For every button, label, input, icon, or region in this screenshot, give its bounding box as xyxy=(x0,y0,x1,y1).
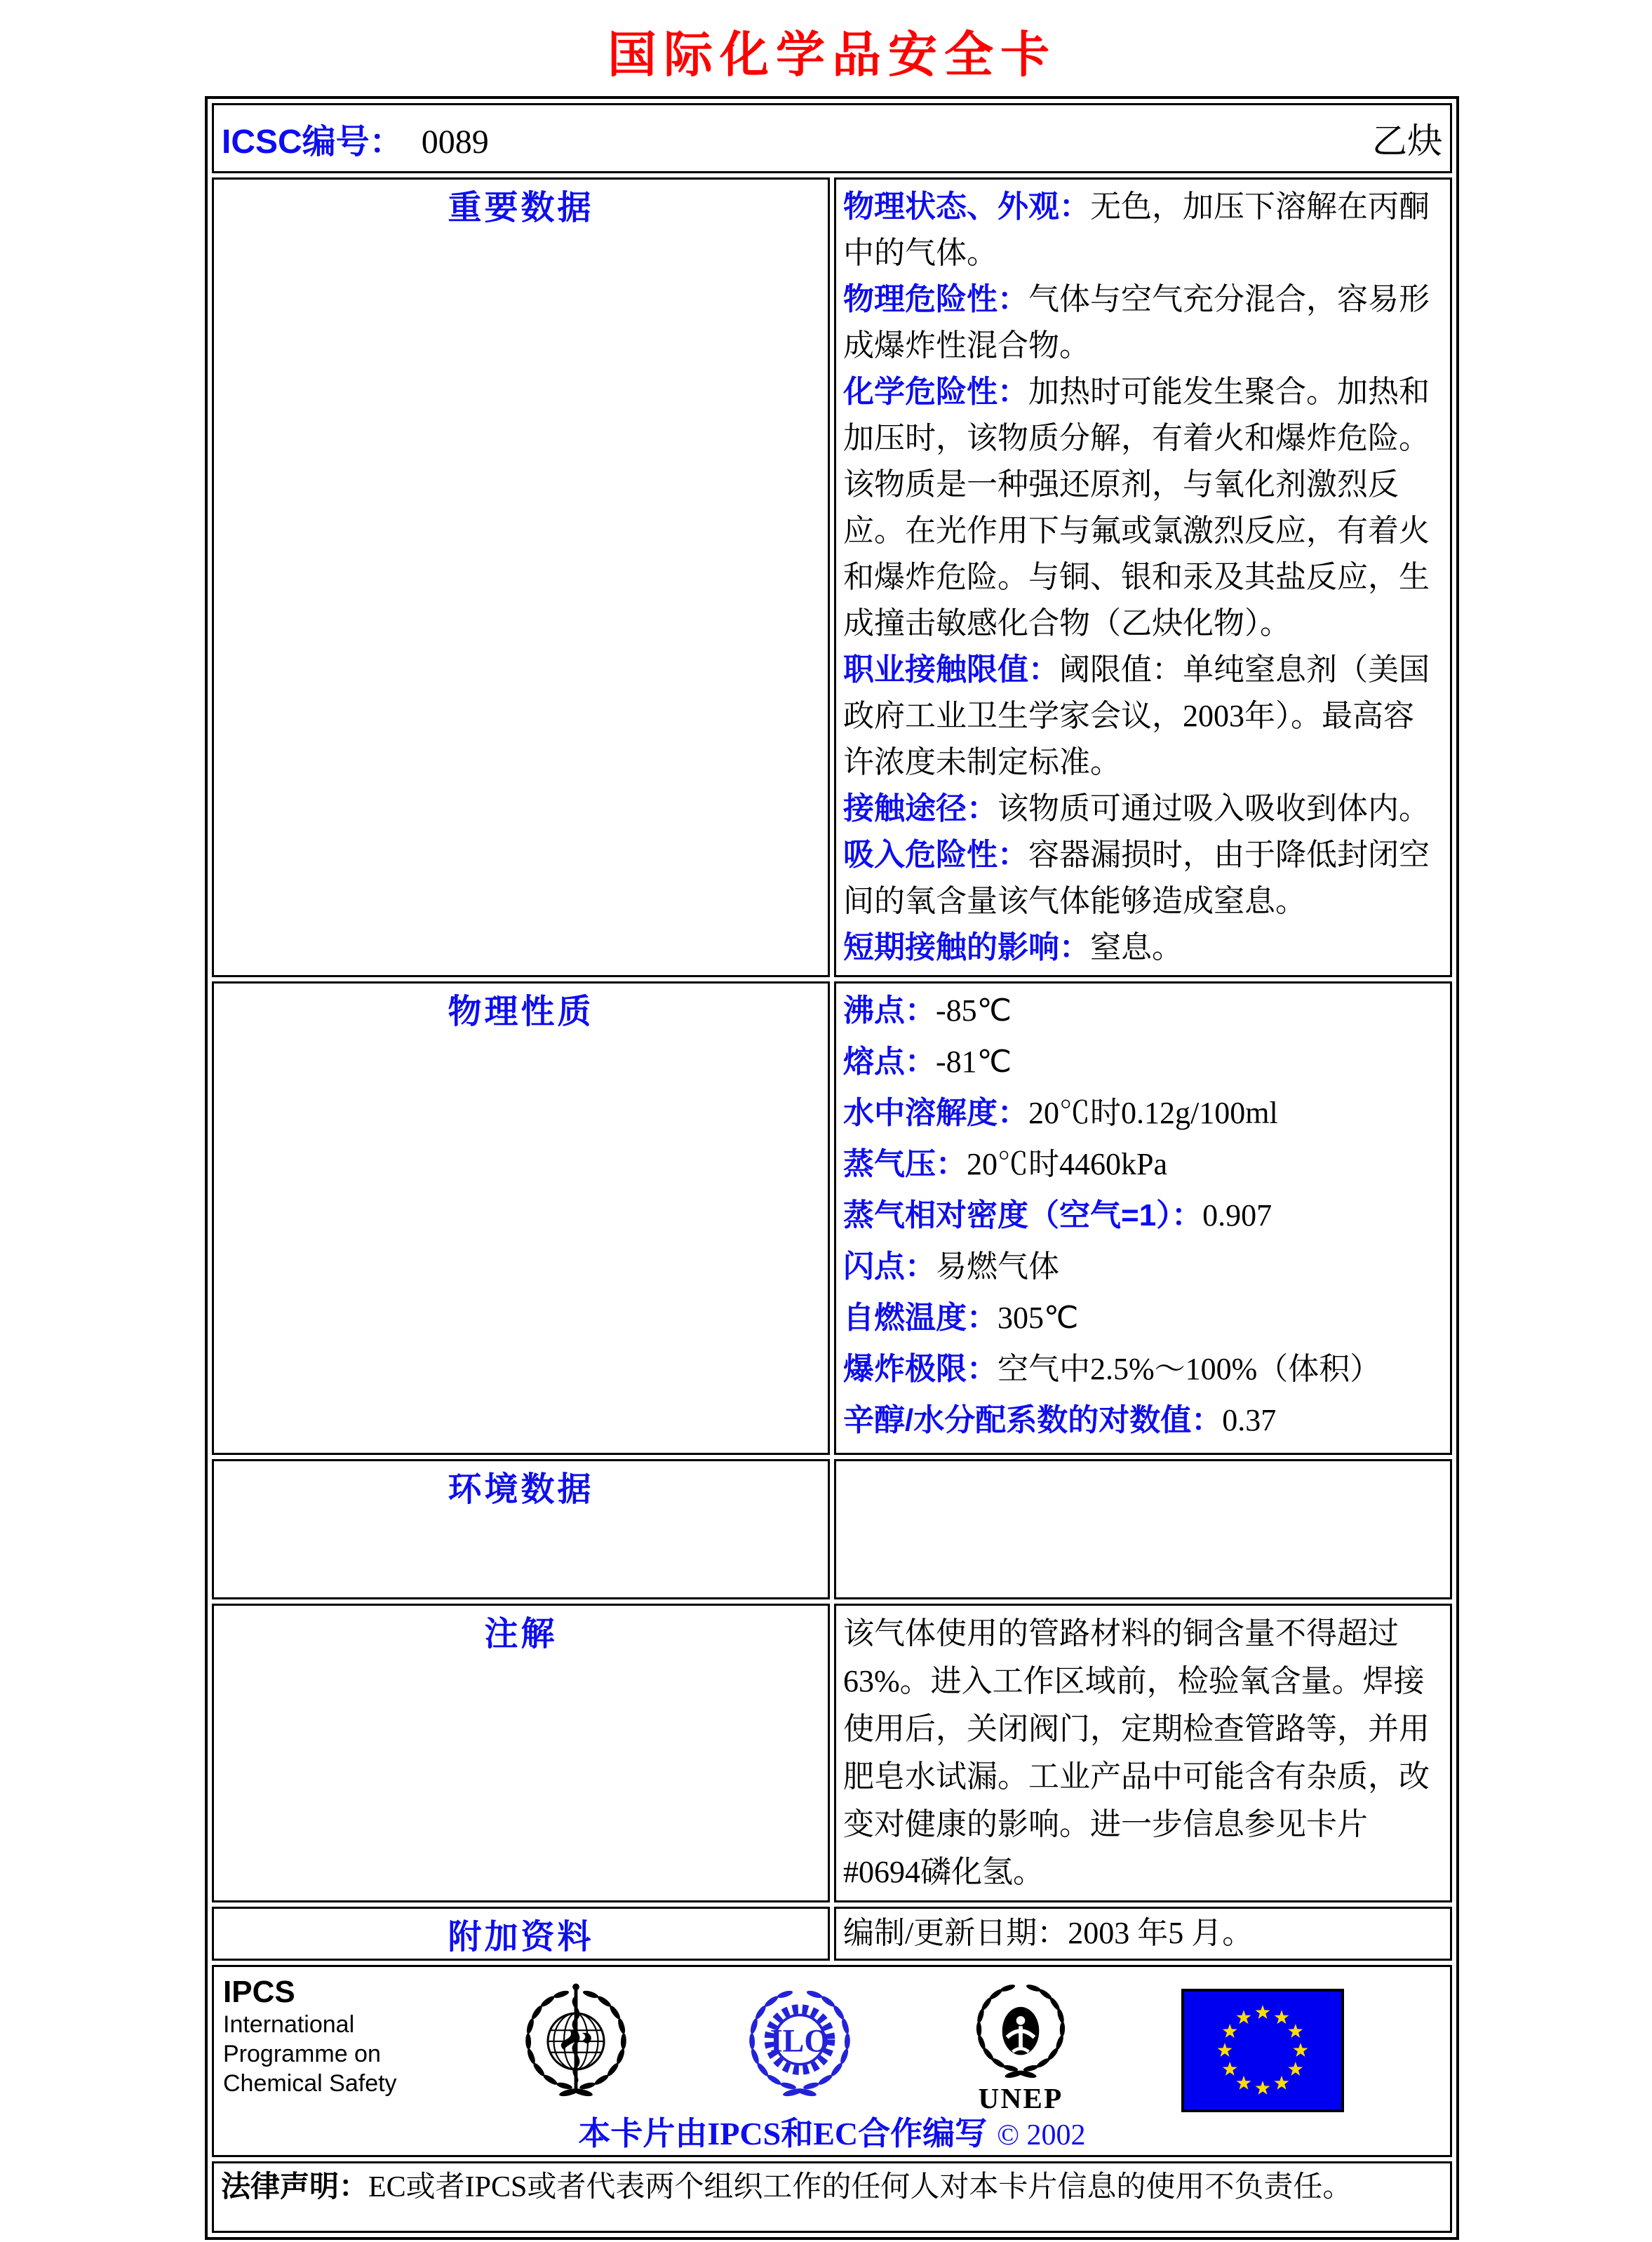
data-entry xyxy=(843,1090,1440,1136)
notes-text: 该气体使用的管路材料的铜含量不得超过63%。进入工作区域前，检验氧含量。焊接使用后，关闭阀门，定期检查管路等，并用肥皂水试漏。工业产品中可能含有杂质，改变对健康的影响。进一步信息参见卡片#0694磷化氢。 xyxy=(843,1616,1430,1889)
entry-text: 易燃气体 xyxy=(936,1249,1059,1284)
ipcs-title: IPCS xyxy=(223,1975,295,2009)
data-entry xyxy=(843,786,1440,832)
data-entry xyxy=(843,832,1440,925)
eu-flag-icon xyxy=(1181,1989,1344,2112)
entry-text: 加热时可能发生聚合。加热和加压时，该物质分解，有着火和爆炸危险。该物质是一种强还原剂，与氧化剂激烈反应。在光作用下与氟或氯激烈反应，有着火和爆炸危险。与铜、银和汞及其盐反应，生成撞击敏感化合物（乙炔化物）。 xyxy=(843,375,1430,640)
data-entry xyxy=(843,1346,1440,1392)
entry-label: 职业接触限值： xyxy=(843,652,1059,687)
section-content-environment xyxy=(834,1459,1452,1599)
table-row xyxy=(212,1459,1452,1599)
data-entry xyxy=(843,925,1440,971)
table-row xyxy=(212,1907,1452,1961)
table-row xyxy=(212,1604,1452,1902)
logos-area xyxy=(411,1968,1449,2121)
ipcs-text-block xyxy=(215,1968,411,2098)
entry-text: 空气中2.5%～100%（体积） xyxy=(998,1352,1381,1386)
entry-label: 接触途径： xyxy=(843,791,998,826)
data-entry xyxy=(843,1039,1440,1085)
icsc-number-group xyxy=(222,114,489,163)
entry-text: 20℃时0.12g/100ml xyxy=(1028,1096,1278,1130)
entry-label: 沸点： xyxy=(843,993,936,1028)
data-entry xyxy=(843,1295,1440,1341)
ipcs-subtitle-line: Programme on xyxy=(223,2041,381,2067)
entry-label: 水中溶解度： xyxy=(843,1096,1028,1130)
additional-text: 编制/更新日期：2003 年5 月。 xyxy=(843,1916,1254,1950)
entry-text: 0.37 xyxy=(1222,1403,1277,1437)
table-row xyxy=(212,1965,1452,2157)
legal-row xyxy=(212,2161,1452,2233)
entry-label: 辛醇/水分配系数的对数值： xyxy=(843,1403,1223,1437)
section-content-physical xyxy=(834,981,1452,1455)
unep-logo-box xyxy=(965,1973,1077,2121)
icsc-table xyxy=(205,96,1459,2240)
entry-text: 阈限值：单纯窒息剂（美国政府工业卫生学家会议，2003年）。最高容许浓度未制定标准。 xyxy=(843,652,1430,779)
entry-label: 蒸气压： xyxy=(843,1147,967,1181)
legal-text: EC或者IPCS或者代表两个组织工作的任何人对本卡片信息的使用不负责任。 xyxy=(368,2171,1352,2203)
table-row xyxy=(212,2161,1452,2233)
entry-label: 短期接触的影响： xyxy=(843,930,1090,965)
data-entry xyxy=(843,276,1440,369)
footer-logos-cell xyxy=(212,1965,1452,2157)
important-entries xyxy=(843,184,1440,971)
unep-logo-icon xyxy=(965,1973,1077,2121)
credit-text: 本卡片由IPCS和EC合作编写 xyxy=(578,2116,988,2152)
ilo-logo-box xyxy=(740,1973,859,2114)
entry-label: 吸入危险性： xyxy=(843,838,1028,872)
section-content-additional xyxy=(834,1907,1452,1961)
entry-text: 20℃时4460kPa xyxy=(967,1147,1167,1181)
data-entry xyxy=(843,647,1440,786)
entry-label: 自燃温度： xyxy=(843,1301,998,1335)
ipcs-subtitle xyxy=(223,2010,411,2098)
unep-logo-text: UNEP xyxy=(978,2081,1063,2114)
entry-text: 无色，加压下溶解在丙酮中的气体。 xyxy=(843,189,1430,270)
page-title: 国际化学品安全卡 xyxy=(607,29,1056,83)
entry-text: 0.907 xyxy=(1202,1198,1272,1233)
table-row xyxy=(212,981,1452,1455)
entry-text: 该物质可通过吸入吸收到体内。 xyxy=(998,791,1430,826)
entry-label: 蒸气相对密度（空气=1）： xyxy=(843,1198,1203,1233)
entry-label: 物理状态、外观： xyxy=(843,189,1090,224)
ipcs-subtitle-line: International xyxy=(223,2011,355,2038)
data-entry xyxy=(843,184,1440,276)
icsc-number-label: ICSC编号： xyxy=(222,123,403,161)
ipcs-subtitle-line: Chemical Safety xyxy=(223,2070,397,2097)
data-entry xyxy=(843,1193,1440,1239)
entry-label: 熔点： xyxy=(843,1045,936,1079)
ilo-logo-icon xyxy=(740,1973,859,2114)
who-logo-box xyxy=(516,1973,636,2114)
entry-label: 物理危险性： xyxy=(843,282,1028,316)
copyright-text: © 2002 xyxy=(997,2119,1086,2152)
section-label-environment: 环境数据 xyxy=(212,1459,830,1599)
card-header-row xyxy=(215,106,1449,170)
entry-label: 化学危险性： xyxy=(843,375,1028,409)
section-label-important: 重要数据 xyxy=(212,177,830,977)
entry-text: -85℃ xyxy=(936,993,1012,1028)
entry-text: -81℃ xyxy=(936,1045,1012,1079)
entry-label: 闪点： xyxy=(843,1249,936,1284)
table-row xyxy=(212,103,1452,173)
data-entry xyxy=(843,1397,1440,1444)
data-entry xyxy=(843,369,1440,647)
table-row xyxy=(212,177,1452,977)
eu-flag-box xyxy=(1181,1989,1344,2112)
section-label-notes: 注解 xyxy=(212,1604,830,1902)
entry-text: 窒息。 xyxy=(1090,930,1183,965)
section-content-important xyxy=(834,177,1452,977)
entry-text: 305℃ xyxy=(998,1301,1079,1335)
ilo-logo-text: ILO xyxy=(770,2022,830,2059)
physical-entries xyxy=(843,988,1440,1444)
section-content-notes xyxy=(834,1604,1452,1902)
entry-text: 气体与空气充分混合，容易形成爆炸性混合物。 xyxy=(843,282,1430,363)
section-label-physical: 物理性质 xyxy=(212,981,830,1455)
data-entry xyxy=(843,1244,1440,1290)
entry-text: 容器漏损时，由于降低封闭空间的氧含量该气体能够造成窒息。 xyxy=(843,838,1430,918)
data-entry xyxy=(843,1141,1440,1188)
legal-label: 法律声明： xyxy=(221,2170,369,2203)
section-label-additional: 附加资料 xyxy=(212,1907,830,1961)
icsc-number-value: 0089 xyxy=(421,123,489,161)
entry-label: 爆炸极限： xyxy=(843,1352,998,1386)
chemical-name: 乙炔 xyxy=(1372,121,1442,161)
data-entry xyxy=(843,988,1440,1034)
who-logo-icon xyxy=(516,1973,636,2114)
